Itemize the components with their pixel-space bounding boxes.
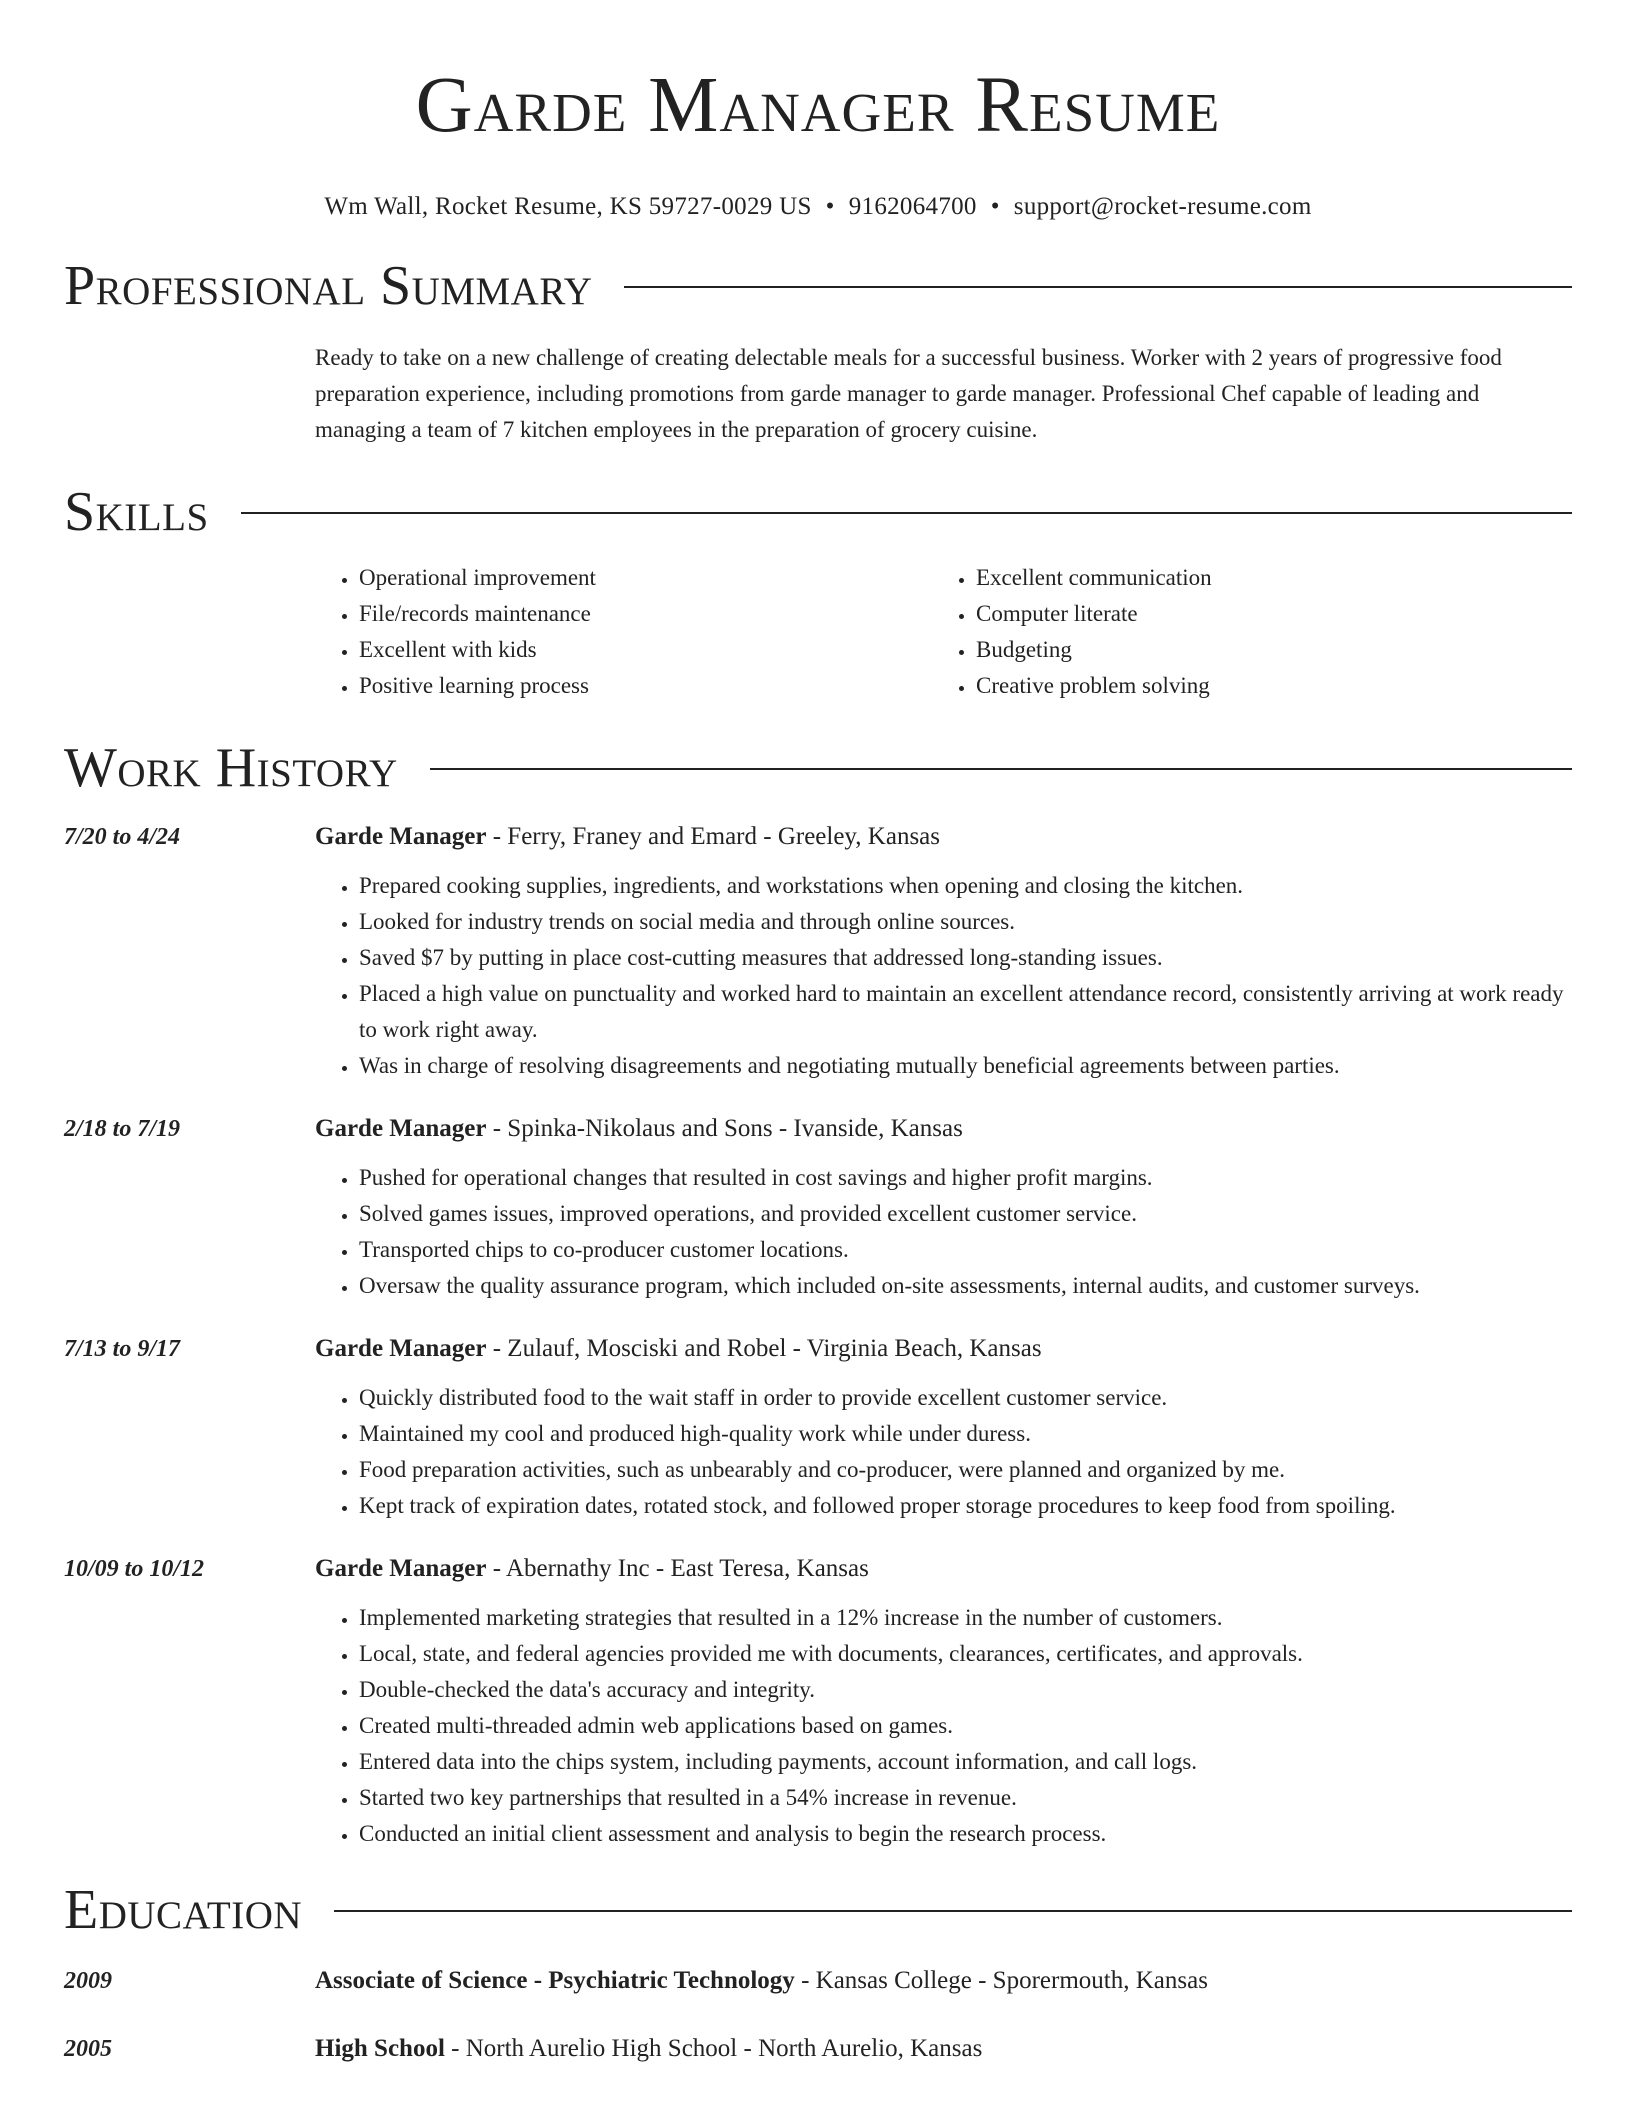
job-details: - Zulauf, Mosciski and Robel - Virginia Beach, Kansas	[486, 1335, 1042, 1362]
education-details: - Kansas College - Sporermouth, Kansas	[794, 1967, 1208, 1994]
education-year: 2009	[64, 1968, 112, 1994]
job-dates: 7/13 to 9/17	[64, 1336, 181, 1362]
summary-heading: Professional Summary	[64, 255, 593, 317]
summary-text: Ready to take on a new challenge of creating delectable meals for a successful business. Worker with 2 years of progressive food preparation experience, including promotions from garde manager to garde manager. Professional Chef capable of leading and managing a team of 7 kitchen employees in the preparation of grocery cuisine.	[315, 345, 1502, 442]
job-bullet: • Quickly distributed food to the wait staff in order to provide excellent customer service.	[359, 1380, 1572, 1416]
job-role: Garde Manager	[315, 823, 487, 850]
job-bullet: • Prepared cooking supplies, ingredients, and workstations when opening and closing the kitchen.	[359, 868, 1572, 904]
education-entry	[64, 1964, 1572, 1998]
skills-column-right	[932, 560, 1549, 704]
contact-separator: •	[990, 193, 1000, 220]
contact-separator: •	[825, 193, 835, 220]
job-details: - Ferry, Franey and Emard - Greeley, Kansas	[486, 823, 941, 850]
education-heading: Education	[64, 1879, 303, 1941]
job-bullet: • Double-checked the data's accuracy and integrity.	[359, 1672, 1572, 1708]
skill-item: • Computer literate	[976, 596, 1549, 632]
skill-item: • Budgeting	[976, 632, 1549, 668]
skills-section-header	[64, 482, 1572, 542]
contact-line	[64, 192, 1572, 222]
job-bullet: • Solved games issues, improved operations, and provided excellent customer service.	[359, 1196, 1572, 1232]
job-bullets	[315, 868, 1572, 1084]
job-bullet: • Kept track of expiration dates, rotated stock, and followed proper storage procedures to keep food from spoiling.	[359, 1488, 1572, 1524]
job-bullet: • Placed a high value on punctuality and worked hard to maintain an excellent attendance record, consistently arriving at work ready to work right away.	[359, 976, 1572, 1048]
job-bullet: • Created multi-threaded admin web applications based on games.	[359, 1708, 1572, 1744]
job-bullet: • Was in charge of resolving disagreements and negotiating mutually beneficial agreements between parties.	[359, 1048, 1572, 1084]
education-details: - North Aurelio High School - North Aurelio, Kansas	[444, 2035, 983, 2062]
skill-item: • Positive learning process	[359, 668, 932, 704]
job-role: Garde Manager	[315, 1115, 487, 1142]
education-entry	[64, 2032, 1572, 2066]
work-heading: Work History	[64, 737, 398, 799]
job-bullet: • Started two key partnerships that resulted in a 54% increase in revenue.	[359, 1780, 1572, 1816]
job-role: Garde Manager	[315, 1335, 487, 1362]
job-bullet: • Looked for industry trends on social media and through online sources.	[359, 904, 1572, 940]
contact-email: support@rocket-resume.com	[1013, 193, 1312, 220]
job-dates: 2/18 to 7/19	[64, 1116, 181, 1142]
skills-heading: Skills	[64, 481, 209, 543]
skill-item: • Excellent with kids	[359, 632, 932, 668]
skill-item: • Excellent communication	[976, 560, 1549, 596]
job-bullet: • Local, state, and federal agencies provided me with documents, clearances, certificates, and approvals.	[359, 1636, 1572, 1672]
job-header	[64, 1112, 1572, 1146]
section-divider	[334, 1910, 1572, 1912]
education-line	[315, 1964, 1208, 1998]
job-title-line	[315, 1552, 869, 1586]
job-role: Garde Manager	[315, 1555, 487, 1582]
job-bullet: • Implemented marketing strategies that resulted in a 12% increase in the number of customers.	[359, 1600, 1572, 1636]
job-header	[64, 1332, 1572, 1366]
contact-address: Wm Wall, Rocket Resume, KS 59727-0029 US	[324, 193, 812, 220]
job-dates: 7/20 to 4/24	[64, 824, 181, 850]
skill-item: • Creative problem solving	[976, 668, 1549, 704]
job-bullet: • Entered data into the chips system, including payments, account information, and call logs.	[359, 1744, 1572, 1780]
education-line	[315, 2032, 982, 2066]
job-bullets	[315, 1600, 1572, 1852]
job-entry	[64, 820, 1572, 1084]
work-section-header	[64, 738, 1572, 798]
job-dates: 10/09 to 10/12	[64, 1556, 205, 1582]
job-entry	[64, 1552, 1572, 1852]
job-bullet: • Maintained my cool and produced high-quality work while under duress.	[359, 1416, 1572, 1452]
education-section-header	[64, 1880, 1572, 1940]
job-title-line	[315, 1332, 1042, 1366]
resume-page	[64, 0, 1572, 2066]
job-header	[64, 820, 1572, 854]
education-degree: High School	[315, 2035, 445, 2062]
summary-section-header	[64, 256, 1572, 316]
job-bullets	[315, 1380, 1572, 1524]
job-title-line	[315, 1112, 963, 1146]
job-bullet: • Conducted an initial client assessment and analysis to begin the research process.	[359, 1816, 1572, 1852]
job-bullet: • Transported chips to co-producer customer locations.	[359, 1232, 1572, 1268]
job-bullet: • Food preparation activities, such as unbearably and co-producer, were planned and organized by me.	[359, 1452, 1572, 1488]
job-details: - Abernathy Inc - East Teresa, Kansas	[486, 1555, 869, 1582]
job-bullet: • Pushed for operational changes that resulted in cost savings and higher profit margins.	[359, 1160, 1572, 1196]
skills-list	[315, 560, 1572, 704]
section-divider	[624, 286, 1572, 288]
job-header	[64, 1552, 1572, 1586]
education-year: 2005	[64, 2036, 112, 2062]
skill-item: • File/records maintenance	[359, 596, 932, 632]
job-bullets	[315, 1160, 1572, 1304]
skills-column-left	[315, 560, 932, 704]
section-divider	[430, 768, 1572, 770]
job-bullet: • Oversaw the quality assurance program, which included on-site assessments, internal audits, and customer surveys.	[359, 1268, 1572, 1304]
job-entry	[64, 1112, 1572, 1304]
skill-item: • Operational improvement	[359, 560, 932, 596]
job-entry	[64, 1332, 1572, 1524]
page-title: Garde Manager Resume	[415, 62, 1221, 149]
section-divider	[241, 512, 1572, 514]
job-bullet: • Saved $7 by putting in place cost-cutting measures that addressed long-standing issues.	[359, 940, 1572, 976]
job-title-line	[315, 820, 940, 854]
contact-phone: 9162064700	[848, 193, 977, 220]
education-degree: Associate of Science - Psychiatric Technology	[315, 1967, 795, 1994]
job-details: - Spinka-Nikolaus and Sons - Ivanside, Kansas	[486, 1115, 963, 1142]
